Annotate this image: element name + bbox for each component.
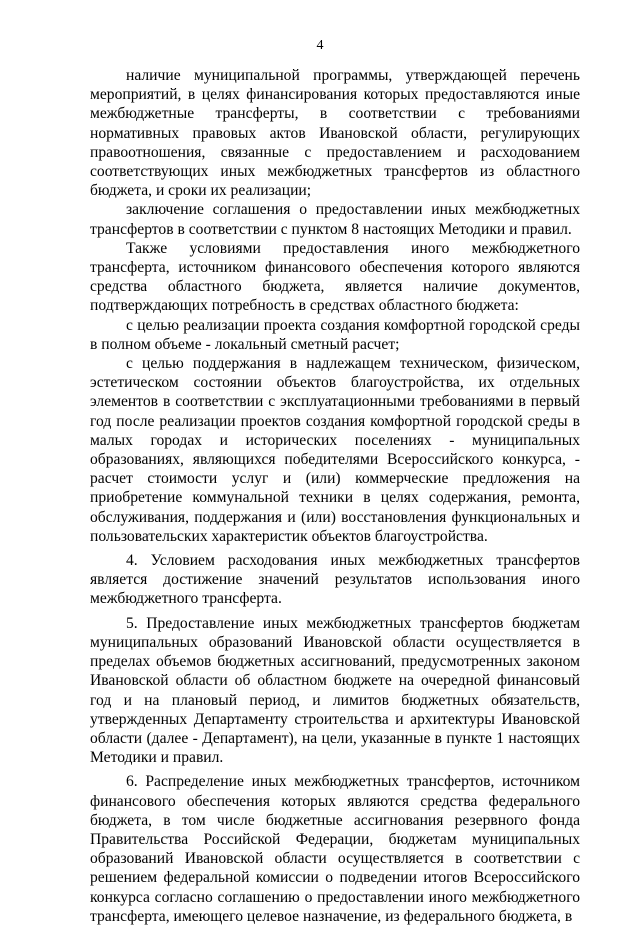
paragraph-estimate: с целью реализации проекта создания комфортной городской среды в полном объеме - локальный сметный расчет;	[90, 316, 580, 353]
paragraph-agreement: заключение соглашения о предоставлении иных межбюджетных трансфертов в соответствии с пунктом 8 настоящих Методики и правил.	[90, 201, 580, 238]
page-number: 4	[316, 38, 324, 53]
paragraph-item-6: 6. Распределение иных межбюджетных трансфертов, источником финансового обеспечения которых являются средства федерального бюджета, в том числе бюджетные ассигнования резервного фонда Правительства Российской Федерации, бюджетам муниципальных образований Ивановской области осуществляется в соответствии с решением федеральной комиссии о подведении итогов Всероссийского конкурса согласно соглашению о предоставлении иного межбюджетного трансферта, имеющего целевое назначение, из федерального бюджета, в	[90, 773, 580, 925]
paragraph-conditions: Также условиями предоставления иного межбюджетного трансферта, источником финансового обеспечения которого являются средства областного бюджета, является наличие документов, подтверждающих потребность в средствах областного бюджета:	[90, 239, 580, 315]
document-body	[90, 66, 580, 926]
paragraph-maintenance: с целью поддержания в надлежащем техническом, физическом, эстетическом состоянии объектов благоустройства, их отдельных элементов в соответствии с эксплуатационными требованиями в первый год после реализации проектов создания комфортной городской среды в малых городах и исторических поселениях - муниципальных образованиях, являющихся победителями Всероссийского конкурса, - расчет стоимости услуг и (или) коммерческие предложения на приобретение коммунальной техники в целях содержания, ремонта, обслуживания, поддержания и (или) восстановления функциональных и пользовательских характеристик объектов благоустройства.	[90, 355, 580, 545]
paragraph-item-4: 4. Условием расходования иных межбюджетных трансфертов является достижение значений результатов использования иного межбюджетного трансферта.	[90, 552, 580, 608]
paragraph-item-5: 5. Предоставление иных межбюджетных трансфертов бюджетам муниципальных образований Ивановской области осуществляется в пределах объемов бюджетных ассигнований, предусмотренных законом Ивановской области об областном бюджете на очередной финансовый год и на плановый период, и лимитов бюджетных обязательств, утвержденных Департаменту строительства и архитектуры Ивановской области (далее - Департамент), на цели, указанные в пункте 1 настоящих Методики и правил.	[90, 614, 580, 767]
paragraph-municipal-program: наличие муниципальной программы, утверждающей перечень мероприятий, в целях финансирования которых предоставляются иные межбюджетные трансферты, в соответствии с требованиями нормативных правовых актов Ивановской области, регулирующих правоотношения, связанные с предоставлением и расходованием соответствующих иных межбюджетных трансфертов из областного бюджета, и сроки их реализации;	[90, 67, 580, 200]
